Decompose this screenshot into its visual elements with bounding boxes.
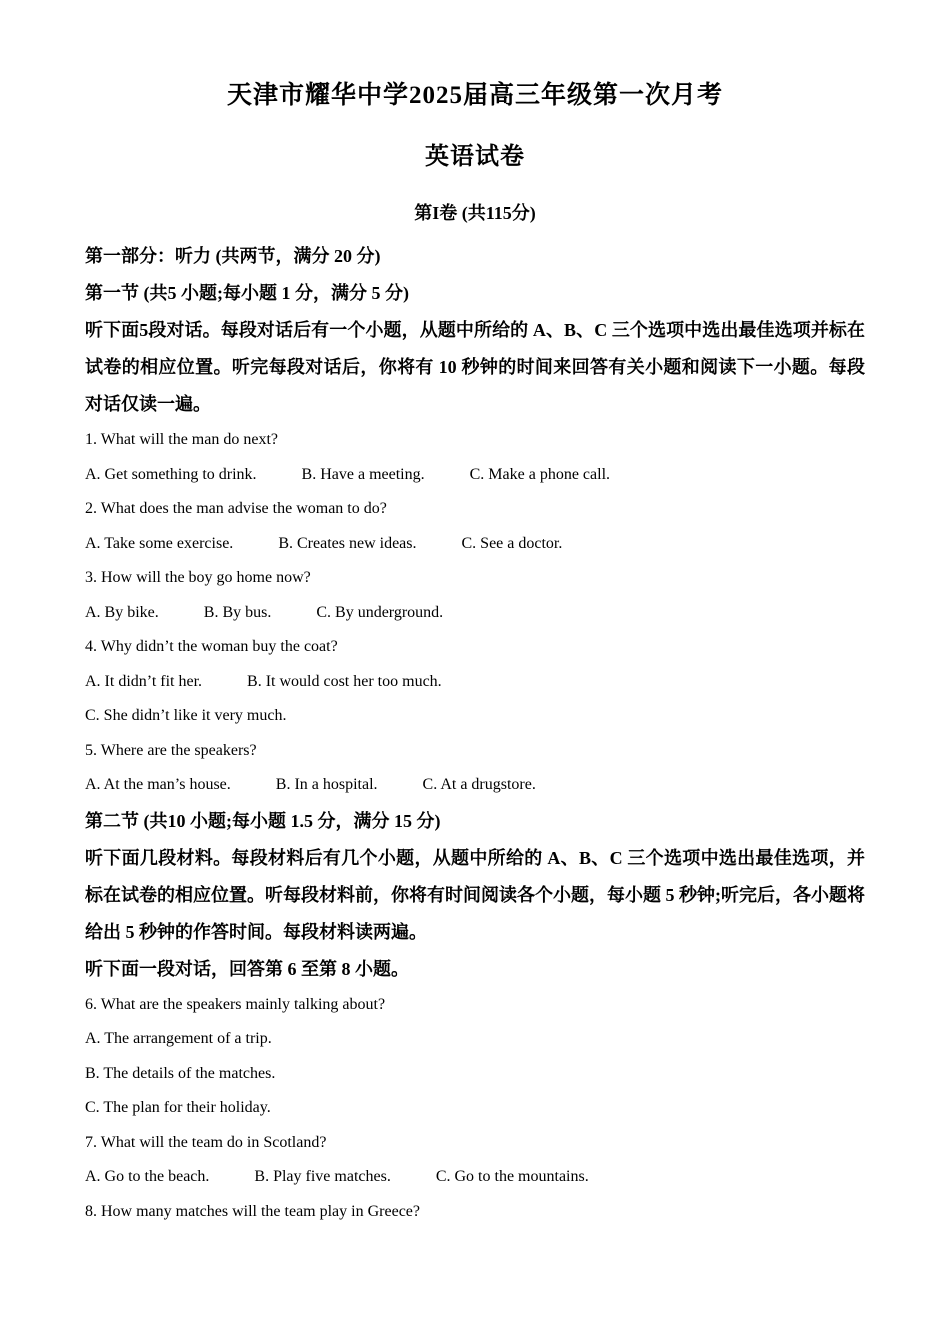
question-2-option-a: A. Take some exercise. (85, 534, 234, 552)
section1-instructions: 听下面5段对话。每段对话后有一个小题，从题中所给的 A、B、C 三个选项中选出最佳选项并标在试卷的相应位置。听完每段对话后，你将有 10 秒钟的时间来回答有关小题和阅读下一小题。每段对话仅读一遍。 (85, 320, 865, 414)
question-1 (85, 423, 865, 492)
part1-heading: 第一部分：听力 (共两节，满分 20 分) (85, 246, 381, 266)
question-7-options (85, 1160, 865, 1195)
question-3-option-a: A. By bike. (85, 603, 159, 621)
dialogue-prompt-6-8: 听下面一段对话，回答第 6 至第 8 小题。 (85, 958, 409, 979)
question-6-option-a: A. The arrangement of a trip. (85, 1030, 272, 1047)
question-3-option-b: B. By bus. (203, 603, 272, 621)
question-7-stem: 7. What will the team do in Scotland? (85, 1133, 327, 1151)
question-4-option-a: A. It didn’t fit her. (85, 672, 203, 690)
exam-subtitle: 英语试卷 (425, 144, 525, 170)
question-7-option-b: B. Play five matches. (254, 1168, 391, 1185)
question-2-options (85, 527, 865, 562)
question-4-option-b: B. It would cost her too much. (247, 672, 442, 690)
question-1-option-c: C. Make a phone call. (469, 465, 611, 483)
question-1-stem: 1. What will the man do next? (85, 431, 278, 448)
question-4-option-c: C. She didn’t like it very much. (85, 707, 287, 724)
question-7-option-a: A. Go to the beach. (85, 1168, 210, 1185)
question-4-options-line2 (85, 699, 865, 734)
question-6-option-b: B. The details of the matches. (85, 1064, 276, 1082)
question-3 (85, 561, 865, 630)
question-7-option-c: C. Go to the mountains. (435, 1168, 589, 1185)
question-5-option-b: B. In a hospital. (275, 776, 378, 793)
question-1-options (85, 458, 865, 493)
question-3-options (85, 596, 865, 631)
question-8-stem: 8. How many matches will the team play in Greece? (85, 1202, 420, 1220)
question-2-stem: 2. What does the man advise the woman to do? (85, 500, 387, 517)
question-6-option-c: C. The plan for their holiday. (85, 1099, 271, 1116)
question-5-stem: 5. Where are the speakers? (85, 741, 257, 759)
question-3-option-c: C. By underground. (316, 603, 444, 621)
question-1-option-a: A. Get something to drink. (85, 465, 257, 483)
question-2-option-c: C. See a doctor. (461, 534, 563, 552)
question-3-stem: 3. How will the boy go home now? (85, 569, 311, 586)
volume-heading: 第I卷 (共115分) (414, 203, 536, 223)
question-5-option-a: A. At the man’s house. (85, 776, 231, 793)
question-8 (85, 1195, 865, 1230)
question-4-options-line1 (85, 665, 865, 700)
section2-instructions: 听下面几段材料。每段材料后有几个小题，从题中所给的 A、B、C 三个选项中选出最佳选项，并标在试卷的相应位置。听每段材料前，你将有时间阅读各个小题，每小题 5 秒钟;听完后，各小题将给出 5 秒钟的作答时间。每段材料读两遍。 (85, 847, 865, 942)
question-2 (85, 492, 865, 561)
question-4-stem: 4. Why didn’t the woman buy the coat? (85, 638, 338, 655)
section1-heading: 第一节 (共5 小题;每小题 1 分，满分 5 分) (85, 283, 409, 303)
section2-heading: 第二节 (共10 小题;每小题 1.5 分，满分 15 分) (85, 810, 441, 831)
question-5-option-c: C. At a drugstore. (422, 776, 536, 793)
question-4 (85, 630, 865, 734)
question-7 (85, 1126, 865, 1195)
question-1-option-b: B. Have a meeting. (301, 465, 425, 483)
question-5 (85, 734, 865, 803)
question-6 (85, 988, 865, 1126)
question-5-options (85, 768, 865, 803)
question-6-stem: 6. What are the speakers mainly talking about? (85, 995, 386, 1013)
exam-title: 天津市耀华中学2025届高三年级第一次月考 (226, 82, 723, 109)
question-2-option-b: B. Creates new ideas. (278, 534, 417, 552)
